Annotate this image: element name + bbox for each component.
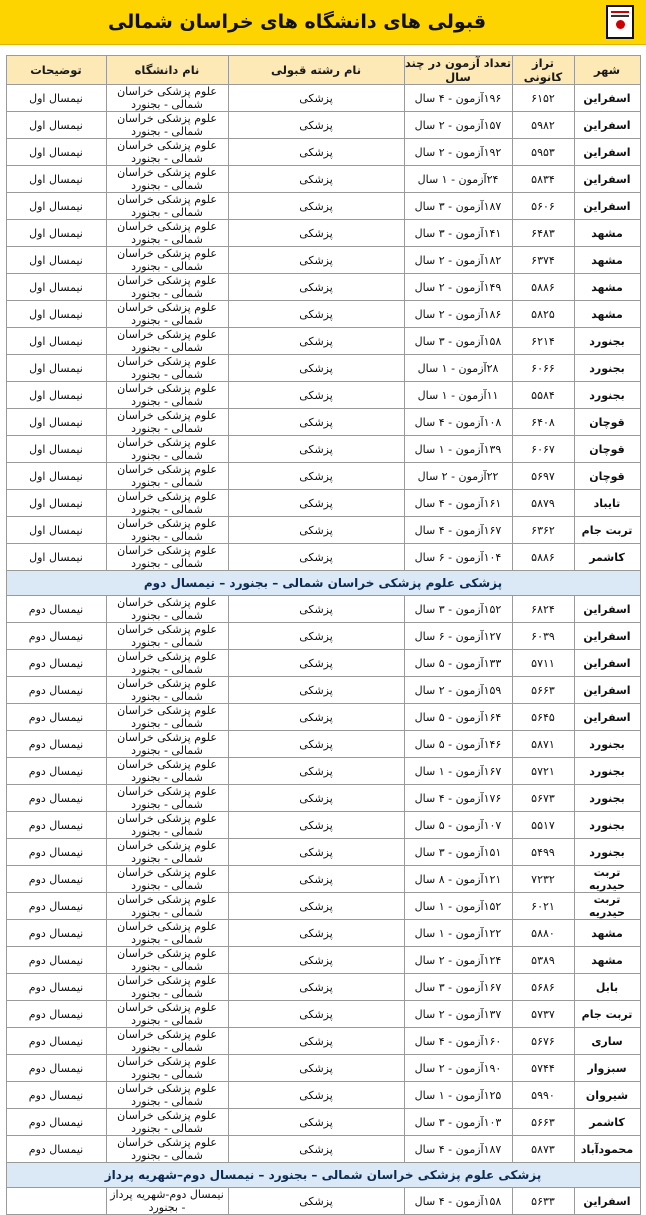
city-cell: قوچان bbox=[574, 463, 640, 490]
field-cell: پزشکی bbox=[228, 490, 404, 517]
city-cell: اسفراین bbox=[574, 650, 640, 677]
exam-count-cell: ۱۲۷آزمون - ۶ سال bbox=[404, 623, 512, 650]
university-cell: علوم پزشکی خراسان شمالی - بجنورد bbox=[106, 1055, 228, 1082]
city-cell: اسفراین bbox=[574, 677, 640, 704]
exam-count-cell: ۱۳۹آزمون - ۱ سال bbox=[404, 436, 512, 463]
exam-count-cell: ۱۵۸آزمون - ۳ سال bbox=[404, 328, 512, 355]
field-cell: پزشکی bbox=[228, 301, 404, 328]
university-cell: علوم پزشکی خراسان شمالی - بجنورد bbox=[106, 947, 228, 974]
city-cell: بجنورد bbox=[574, 328, 640, 355]
table-row bbox=[6, 544, 640, 571]
table-row bbox=[6, 463, 640, 490]
table-header-row bbox=[6, 56, 640, 85]
university-cell: علوم پزشکی خراسان شمالی - بجنورد bbox=[106, 139, 228, 166]
university-cell: علوم پزشکی خراسان شمالی - بجنورد bbox=[106, 866, 228, 893]
taraz-cell: ۵۶۷۶ bbox=[512, 1028, 574, 1055]
field-cell: پزشکی bbox=[228, 139, 404, 166]
exam-count-cell: ۱۸۲آزمون - ۲ سال bbox=[404, 247, 512, 274]
column-header-taraz: تراز کانونی bbox=[512, 56, 574, 85]
exam-count-cell: ۲۸آزمون - ۱ سال bbox=[404, 355, 512, 382]
table-row bbox=[6, 220, 640, 247]
notes-cell: نیمسال اول bbox=[6, 85, 106, 112]
taraz-cell: ۶۰۶۶ bbox=[512, 355, 574, 382]
city-cell: اسفراین bbox=[574, 596, 640, 623]
taraz-cell: ۶۳۷۴ bbox=[512, 247, 574, 274]
notes-cell: نیمسال دوم bbox=[6, 785, 106, 812]
taraz-cell: ۵۸۳۴ bbox=[512, 166, 574, 193]
university-cell: علوم پزشکی خراسان شمالی - بجنورد bbox=[106, 301, 228, 328]
university-cell: علوم پزشکی خراسان شمالی - بجنورد bbox=[106, 731, 228, 758]
exam-count-cell: ۱۰۳آزمون - ۳ سال bbox=[404, 1109, 512, 1136]
exam-count-cell: ۱۳۷آزمون - ۲ سال bbox=[404, 1001, 512, 1028]
notes-cell: نیمسال اول bbox=[6, 463, 106, 490]
university-cell: علوم پزشکی خراسان شمالی - بجنورد bbox=[106, 920, 228, 947]
field-cell: پزشکی bbox=[228, 193, 404, 220]
taraz-cell: ۵۶۶۳ bbox=[512, 677, 574, 704]
taraz-cell: ۵۸۸۰ bbox=[512, 920, 574, 947]
field-cell: پزشکی bbox=[228, 596, 404, 623]
notes-cell: نیمسال اول bbox=[6, 490, 106, 517]
taraz-cell: ۶۰۲۱ bbox=[512, 893, 574, 920]
taraz-cell: ۵۶۴۵ bbox=[512, 704, 574, 731]
university-cell: علوم پزشکی خراسان شمالی - بجنورد bbox=[106, 166, 228, 193]
exam-count-cell: ۱۲۵آزمون - ۱ سال bbox=[404, 1082, 512, 1109]
university-cell: علوم پزشکی خراسان شمالی - بجنورد bbox=[106, 677, 228, 704]
notes-cell: نیمسال دوم bbox=[6, 866, 106, 893]
taraz-cell: ۵۷۴۴ bbox=[512, 1055, 574, 1082]
university-cell: علوم پزشکی خراسان شمالی - بجنورد bbox=[106, 1082, 228, 1109]
field-cell: پزشکی bbox=[228, 893, 404, 920]
table-row bbox=[6, 677, 640, 704]
field-cell: پزشکی bbox=[228, 409, 404, 436]
notes-cell: نیمسال اول bbox=[6, 544, 106, 571]
field-cell: پزشکی bbox=[228, 274, 404, 301]
table-row bbox=[6, 731, 640, 758]
notes-cell: نیمسال اول bbox=[6, 274, 106, 301]
city-cell: مشهد bbox=[574, 920, 640, 947]
city-cell: مشهد bbox=[574, 301, 640, 328]
university-cell: علوم پزشکی خراسان شمالی - بجنورد bbox=[106, 544, 228, 571]
notes-cell: نیمسال دوم bbox=[6, 623, 106, 650]
notes-cell: نیمسال اول bbox=[6, 193, 106, 220]
table-row bbox=[6, 893, 640, 920]
table-row bbox=[6, 650, 640, 677]
taraz-cell: ۵۹۸۲ bbox=[512, 112, 574, 139]
taraz-cell: ۵۷۱۱ bbox=[512, 650, 574, 677]
city-cell: قوچان bbox=[574, 436, 640, 463]
city-cell: اسفراین bbox=[574, 166, 640, 193]
section-label: پزشکی علوم پزشکی خراسان شمالی – بجنورد – نیمسال دوم–شهریه پرداز bbox=[6, 1163, 640, 1188]
exam-count-cell: ۱۲۲آزمون - ۱ سال bbox=[404, 920, 512, 947]
city-cell: تربت جام bbox=[574, 1001, 640, 1028]
taraz-cell: ۵۵۸۴ bbox=[512, 382, 574, 409]
exam-count-cell: ۱۹۲آزمون - ۲ سال bbox=[404, 139, 512, 166]
university-cell: علوم پزشکی خراسان شمالی - بجنورد bbox=[106, 112, 228, 139]
notes-cell: نیمسال دوم bbox=[6, 1028, 106, 1055]
table-row bbox=[6, 166, 640, 193]
field-cell: پزشکی bbox=[228, 731, 404, 758]
field-cell: پزشکی bbox=[228, 1001, 404, 1028]
field-cell: پزشکی bbox=[228, 517, 404, 544]
notes-cell: نیمسال دوم bbox=[6, 1109, 106, 1136]
university-cell: علوم پزشکی خراسان شمالی - بجنورد bbox=[106, 839, 228, 866]
table-section-row bbox=[6, 1163, 640, 1188]
taraz-cell: ۵۸۷۹ bbox=[512, 490, 574, 517]
table-row bbox=[6, 1188, 640, 1215]
notes-cell: نیمسال اول bbox=[6, 436, 106, 463]
field-cell: پزشکی bbox=[228, 1028, 404, 1055]
taraz-cell: ۵۶۷۳ bbox=[512, 785, 574, 812]
taraz-cell: ۵۵۱۷ bbox=[512, 812, 574, 839]
university-cell: علوم پزشکی خراسان شمالی - بجنورد bbox=[106, 1001, 228, 1028]
notes-cell: نیمسال اول bbox=[6, 517, 106, 544]
exam-count-cell: ۱۶۱آزمون - ۴ سال bbox=[404, 490, 512, 517]
notes-cell: نیمسال دوم bbox=[6, 974, 106, 1001]
exam-count-cell: ۱۳۳آزمون - ۵ سال bbox=[404, 650, 512, 677]
city-cell: تربت حیدریه bbox=[574, 893, 640, 920]
table-row bbox=[6, 1055, 640, 1082]
university-cell: علوم پزشکی خراسان شمالی - بجنورد bbox=[106, 247, 228, 274]
university-cell: علوم پزشکی خراسان شمالی - بجنورد bbox=[106, 893, 228, 920]
table-row bbox=[6, 112, 640, 139]
university-cell: علوم پزشکی خراسان شمالی - بجنورد bbox=[106, 596, 228, 623]
field-cell: پزشکی bbox=[228, 1109, 404, 1136]
city-cell: کاشمر bbox=[574, 544, 640, 571]
field-cell: پزشکی bbox=[228, 112, 404, 139]
exam-count-cell: ۲۴آزمون - ۱ سال bbox=[404, 166, 512, 193]
taraz-cell: ۵۷۳۷ bbox=[512, 1001, 574, 1028]
university-cell: علوم پزشکی خراسان شمالی - بجنورد bbox=[106, 650, 228, 677]
city-cell: بجنورد bbox=[574, 731, 640, 758]
university-cell: علوم پزشکی خراسان شمالی - بجنورد bbox=[106, 704, 228, 731]
university-cell: علوم پزشکی خراسان شمالی - بجنورد bbox=[106, 812, 228, 839]
notes-cell: نیمسال دوم bbox=[6, 1082, 106, 1109]
exam-count-cell: ۱۲۱آزمون - ۸ سال bbox=[404, 866, 512, 893]
city-cell: اسفراین bbox=[574, 193, 640, 220]
notes-cell: نیمسال اول bbox=[6, 220, 106, 247]
university-cell: علوم پزشکی خراسان شمالی - بجنورد bbox=[106, 328, 228, 355]
notes-cell: نیمسال اول bbox=[6, 139, 106, 166]
exam-count-cell: ۱۶۷آزمون - ۱ سال bbox=[404, 758, 512, 785]
table-row bbox=[6, 355, 640, 382]
exam-count-cell: ۱۵۲آزمون - ۳ سال bbox=[404, 596, 512, 623]
taraz-cell: ۶۴۸۳ bbox=[512, 220, 574, 247]
table-row bbox=[6, 758, 640, 785]
taraz-cell: ۶۱۵۲ bbox=[512, 85, 574, 112]
university-cell: علوم پزشکی خراسان شمالی - بجنورد bbox=[106, 785, 228, 812]
notes-cell: نیمسال اول bbox=[6, 112, 106, 139]
notes-cell: نیمسال دوم bbox=[6, 1001, 106, 1028]
city-cell: تربت حیدریه bbox=[574, 866, 640, 893]
exam-count-cell: ۱۵۹آزمون - ۲ سال bbox=[404, 677, 512, 704]
city-cell: مشهد bbox=[574, 220, 640, 247]
field-cell: پزشکی bbox=[228, 166, 404, 193]
city-cell: اسفراین bbox=[574, 112, 640, 139]
notes-cell: نیمسال دوم bbox=[6, 1136, 106, 1163]
university-cell: علوم پزشکی خراسان شمالی - بجنورد bbox=[106, 463, 228, 490]
field-cell: پزشکی bbox=[228, 920, 404, 947]
city-cell: بابل bbox=[574, 974, 640, 1001]
notes-cell: نیمسال اول bbox=[6, 247, 106, 274]
exam-count-cell: ۱۰۴آزمون - ۶ سال bbox=[404, 544, 512, 571]
table-row bbox=[6, 704, 640, 731]
field-cell: پزشکی bbox=[228, 677, 404, 704]
table-section-row bbox=[6, 571, 640, 596]
notes-cell: نیمسال دوم bbox=[6, 947, 106, 974]
taraz-cell: ۶۳۶۲ bbox=[512, 517, 574, 544]
university-cell: علوم پزشکی خراسان شمالی - بجنورد bbox=[106, 409, 228, 436]
university-cell: علوم پزشکی خراسان شمالی - بجنورد bbox=[106, 1136, 228, 1163]
taraz-cell: ۵۶۸۶ bbox=[512, 974, 574, 1001]
notes-cell: نیمسال اول bbox=[6, 328, 106, 355]
notes-cell: نیمسال اول bbox=[6, 409, 106, 436]
university-cell: علوم پزشکی خراسان شمالی - بجنورد bbox=[106, 436, 228, 463]
city-cell: مشهد bbox=[574, 247, 640, 274]
taraz-cell: ۵۸۷۳ bbox=[512, 1136, 574, 1163]
exam-count-cell: ۱۰۷آزمون - ۵ سال bbox=[404, 812, 512, 839]
city-cell: مشهد bbox=[574, 947, 640, 974]
taraz-cell: ۵۴۹۹ bbox=[512, 839, 574, 866]
field-cell: پزشکی bbox=[228, 328, 404, 355]
column-header-university: نام دانشگاه bbox=[106, 56, 228, 85]
notes-cell: نیمسال دوم bbox=[6, 812, 106, 839]
notes-cell: نیمسال دوم bbox=[6, 704, 106, 731]
taraz-cell: ۶۴۰۸ bbox=[512, 409, 574, 436]
taraz-cell: ۵۸۷۱ bbox=[512, 731, 574, 758]
taraz-cell: ۶۸۲۴ bbox=[512, 596, 574, 623]
table-row bbox=[6, 1109, 640, 1136]
city-cell: اسفراین bbox=[574, 623, 640, 650]
table-row bbox=[6, 247, 640, 274]
field-cell: پزشکی bbox=[228, 382, 404, 409]
table-body bbox=[6, 85, 640, 1215]
field-cell: پزشکی bbox=[228, 436, 404, 463]
field-cell: پزشکی bbox=[228, 974, 404, 1001]
exam-count-cell: ۲۲آزمون - ۲ سال bbox=[404, 463, 512, 490]
city-cell: شیروان bbox=[574, 1082, 640, 1109]
exam-count-cell: ۱۰۸آزمون - ۴ سال bbox=[404, 409, 512, 436]
exam-count-cell: ۱۹۶آزمون - ۴ سال bbox=[404, 85, 512, 112]
taraz-cell: ۵۷۲۱ bbox=[512, 758, 574, 785]
acceptances-table bbox=[6, 55, 641, 1215]
notes-cell: نیمسال دوم bbox=[6, 731, 106, 758]
taraz-cell: ۶۰۶۷ bbox=[512, 436, 574, 463]
field-cell: پزشکی bbox=[228, 839, 404, 866]
city-cell: بجنورد bbox=[574, 758, 640, 785]
column-header-city: شهر bbox=[574, 56, 640, 85]
table-row bbox=[6, 623, 640, 650]
taraz-cell: ۷۲۳۲ bbox=[512, 866, 574, 893]
city-cell: مشهد bbox=[574, 274, 640, 301]
notes-cell: نیمسال دوم bbox=[6, 758, 106, 785]
university-cell: علوم پزشکی خراسان شمالی - بجنورد bbox=[106, 85, 228, 112]
exam-count-cell: ۱۶۷آزمون - ۳ سال bbox=[404, 974, 512, 1001]
exam-count-cell: ۱۴۹آزمون - ۲ سال bbox=[404, 274, 512, 301]
city-cell: اسفراین bbox=[574, 1188, 640, 1215]
field-cell: پزشکی bbox=[228, 785, 404, 812]
table-row bbox=[6, 596, 640, 623]
field-cell: پزشکی bbox=[228, 463, 404, 490]
exam-count-cell: ۱۱آزمون - ۱ سال bbox=[404, 382, 512, 409]
taraz-cell: ۵۸۸۶ bbox=[512, 544, 574, 571]
taraz-cell: ۵۶۳۳ bbox=[512, 1188, 574, 1215]
city-cell: بجنورد bbox=[574, 785, 640, 812]
table-row bbox=[6, 1082, 640, 1109]
table-row bbox=[6, 1028, 640, 1055]
university-cell: علوم پزشکی خراسان شمالی - بجنورد bbox=[106, 220, 228, 247]
table-row bbox=[6, 193, 640, 220]
university-cell: علوم پزشکی خراسان شمالی - بجنورد bbox=[106, 193, 228, 220]
taraz-cell: ۵۶۶۳ bbox=[512, 1109, 574, 1136]
notes-cell bbox=[6, 1188, 106, 1215]
city-cell: اسفراین bbox=[574, 704, 640, 731]
city-cell: سبزوار bbox=[574, 1055, 640, 1082]
table-row bbox=[6, 812, 640, 839]
notes-cell: نیمسال دوم bbox=[6, 677, 106, 704]
city-cell: اسفراین bbox=[574, 139, 640, 166]
university-cell: علوم پزشکی خراسان شمالی - بجنورد bbox=[106, 382, 228, 409]
field-cell: پزشکی bbox=[228, 866, 404, 893]
notes-cell: نیمسال دوم bbox=[6, 596, 106, 623]
city-cell: تایباد bbox=[574, 490, 640, 517]
table-row bbox=[6, 974, 640, 1001]
city-cell: اسفراین bbox=[574, 85, 640, 112]
table-row bbox=[6, 866, 640, 893]
taraz-cell: ۵۹۹۰ bbox=[512, 1082, 574, 1109]
taraz-cell: ۵۸۲۵ bbox=[512, 301, 574, 328]
exam-count-cell: ۱۸۶آزمون - ۲ سال bbox=[404, 301, 512, 328]
table-row bbox=[6, 920, 640, 947]
exam-count-cell: ۱۴۱آزمون - ۳ سال bbox=[404, 220, 512, 247]
notes-cell: نیمسال اول bbox=[6, 382, 106, 409]
field-cell: پزشکی bbox=[228, 544, 404, 571]
exam-count-cell: ۱۶۰آزمون - ۴ سال bbox=[404, 1028, 512, 1055]
exam-count-cell: ۱۵۲آزمون - ۱ سال bbox=[404, 893, 512, 920]
taraz-cell: ۶۲۱۴ bbox=[512, 328, 574, 355]
column-header-field: نام رشته قبولی bbox=[228, 56, 404, 85]
table-row bbox=[6, 839, 640, 866]
field-cell: پزشکی bbox=[228, 1082, 404, 1109]
book-logo-icon bbox=[606, 5, 634, 39]
city-cell: کاشمر bbox=[574, 1109, 640, 1136]
exam-count-cell: ۱۲۴آزمون - ۲ سال bbox=[404, 947, 512, 974]
field-cell: پزشکی bbox=[228, 1136, 404, 1163]
city-cell: بجنورد bbox=[574, 355, 640, 382]
city-cell: بجنورد bbox=[574, 382, 640, 409]
field-cell: پزشکی bbox=[228, 355, 404, 382]
notes-cell: نیمسال دوم bbox=[6, 1055, 106, 1082]
university-cell: علوم پزشکی خراسان شمالی - بجنورد bbox=[106, 490, 228, 517]
table-header bbox=[6, 56, 640, 85]
taraz-cell: ۵۸۸۶ bbox=[512, 274, 574, 301]
university-cell: نیمسال دوم-شهریه پرداز - بجنورد bbox=[106, 1188, 228, 1215]
university-cell: علوم پزشکی خراسان شمالی - بجنورد bbox=[106, 974, 228, 1001]
table-row bbox=[6, 139, 640, 166]
city-cell: بجنورد bbox=[574, 812, 640, 839]
field-cell: پزشکی bbox=[228, 650, 404, 677]
university-cell: علوم پزشکی خراسان شمالی - بجنورد bbox=[106, 274, 228, 301]
city-cell: تربت جام bbox=[574, 517, 640, 544]
table-row bbox=[6, 328, 640, 355]
university-cell: علوم پزشکی خراسان شمالی - بجنورد bbox=[106, 517, 228, 544]
university-cell: علوم پزشکی خراسان شمالی - بجنورد bbox=[106, 758, 228, 785]
university-cell: علوم پزشکی خراسان شمالی - بجنورد bbox=[106, 355, 228, 382]
field-cell: پزشکی bbox=[228, 812, 404, 839]
taraz-cell: ۵۳۸۹ bbox=[512, 947, 574, 974]
notes-cell: نیمسال دوم bbox=[6, 650, 106, 677]
notes-cell: نیمسال دوم bbox=[6, 920, 106, 947]
exam-count-cell: ۱۵۸آزمون - ۴ سال bbox=[404, 1188, 512, 1215]
column-header-notes: توضیحات bbox=[6, 56, 106, 85]
city-cell: بجنورد bbox=[574, 839, 640, 866]
header-banner bbox=[0, 0, 646, 45]
city-cell: قوچان bbox=[574, 409, 640, 436]
university-cell: علوم پزشکی خراسان شمالی - بجنورد bbox=[106, 1109, 228, 1136]
field-cell: پزشکی bbox=[228, 1055, 404, 1082]
exam-count-cell: ۱۹۰آزمون - ۲ سال bbox=[404, 1055, 512, 1082]
notes-cell: نیمسال دوم bbox=[6, 893, 106, 920]
table-row bbox=[6, 517, 640, 544]
table-row bbox=[6, 409, 640, 436]
table-row bbox=[6, 274, 640, 301]
notes-cell: نیمسال اول bbox=[6, 166, 106, 193]
taraz-cell: ۵۶۰۶ bbox=[512, 193, 574, 220]
table-row bbox=[6, 301, 640, 328]
table-row bbox=[6, 85, 640, 112]
logo-container bbox=[594, 0, 646, 44]
exam-count-cell: ۱۸۷آزمون - ۴ سال bbox=[404, 1136, 512, 1163]
field-cell: پزشکی bbox=[228, 247, 404, 274]
section-label: پزشکی علوم پزشکی خراسان شمالی – بجنورد – نیمسال دوم bbox=[6, 571, 640, 596]
field-cell: پزشکی bbox=[228, 758, 404, 785]
notes-cell: نیمسال اول bbox=[6, 355, 106, 382]
page-title: قبولی های دانشگاه های خراسان شمالی bbox=[107, 11, 487, 33]
taraz-cell: ۵۶۹۷ bbox=[512, 463, 574, 490]
notes-cell: نیمسال اول bbox=[6, 301, 106, 328]
column-header-count: تعداد آزمون در چند سال bbox=[404, 56, 512, 84]
university-cell: علوم پزشکی خراسان شمالی - بجنورد bbox=[106, 1028, 228, 1055]
table-row bbox=[6, 947, 640, 974]
university-cell: علوم پزشکی خراسان شمالی - بجنورد bbox=[106, 623, 228, 650]
exam-count-cell: ۱۵۷آزمون - ۲ سال bbox=[404, 112, 512, 139]
exam-count-cell: ۱۷۶آزمون - ۴ سال bbox=[404, 785, 512, 812]
table-row bbox=[6, 436, 640, 463]
city-cell: محمودآباد bbox=[574, 1136, 640, 1163]
table-row bbox=[6, 1001, 640, 1028]
field-cell: پزشکی bbox=[228, 704, 404, 731]
taraz-cell: ۵۹۵۳ bbox=[512, 139, 574, 166]
table-row bbox=[6, 490, 640, 517]
table-row bbox=[6, 1136, 640, 1163]
taraz-cell: ۶۰۳۹ bbox=[512, 623, 574, 650]
exam-count-cell: ۱۵۱آزمون - ۳ سال bbox=[404, 839, 512, 866]
table-row bbox=[6, 785, 640, 812]
exam-count-cell: ۱۴۶آزمون - ۵ سال bbox=[404, 731, 512, 758]
notes-cell: نیمسال دوم bbox=[6, 839, 106, 866]
exam-count-cell: ۱۸۷آزمون - ۳ سال bbox=[404, 193, 512, 220]
exam-count-cell: ۱۶۴آزمون - ۵ سال bbox=[404, 704, 512, 731]
field-cell: پزشکی bbox=[228, 947, 404, 974]
field-cell: پزشکی bbox=[228, 1188, 404, 1215]
field-cell: پزشکی bbox=[228, 623, 404, 650]
table-row bbox=[6, 382, 640, 409]
exam-count-cell: ۱۶۷آزمون - ۴ سال bbox=[404, 517, 512, 544]
field-cell: پزشکی bbox=[228, 220, 404, 247]
field-cell: پزشکی bbox=[228, 85, 404, 112]
city-cell: ساری bbox=[574, 1028, 640, 1055]
